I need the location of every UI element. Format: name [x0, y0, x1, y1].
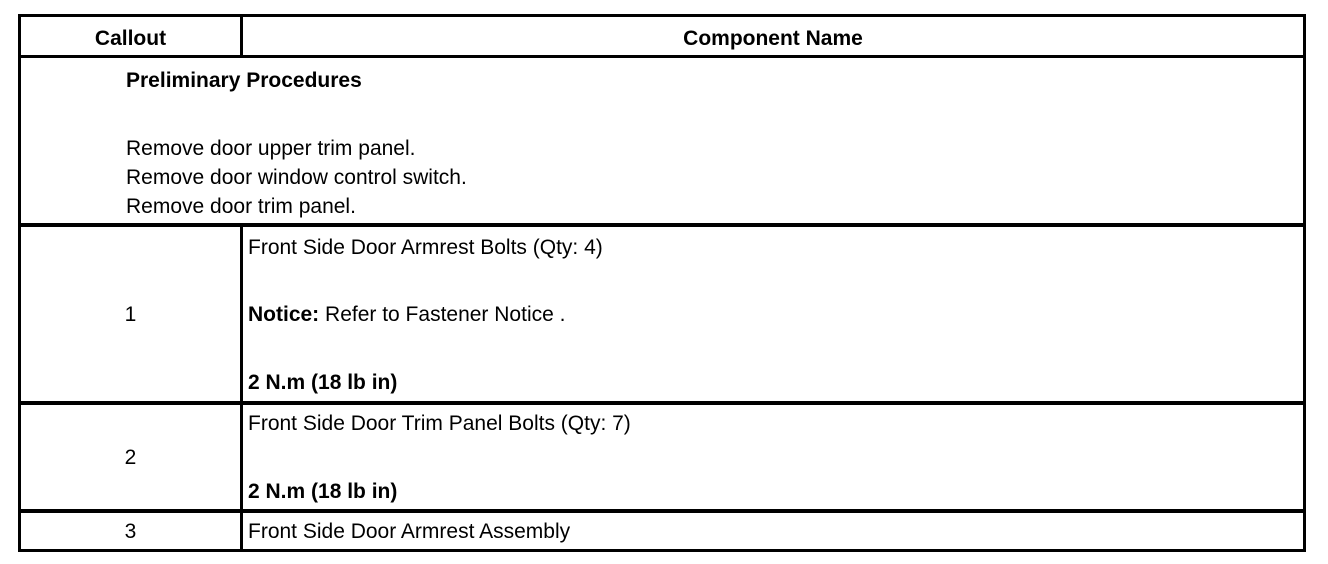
header-callout: Callout: [94, 27, 167, 50]
row-2-component-name: Front Side Door Trim Panel Bolts (Qty: 7): [248, 412, 631, 435]
header-component-name: Component Name: [683, 27, 863, 50]
notice-text: Refer to Fastener Notice .: [319, 303, 566, 326]
row-3-component-name: Front Side Door Armrest Assembly: [248, 520, 571, 543]
row-1-rule: [21, 401, 1303, 405]
preliminary-title: Preliminary Procedures: [126, 69, 362, 92]
row-2-rule: [21, 509, 1303, 513]
row-1-notice: [248, 301, 565, 329]
notice-label: Notice:: [248, 303, 320, 326]
header-divider: [240, 17, 243, 57]
preliminary-rule: [21, 223, 1303, 227]
row-1-torque: 2 N.m (18 lb in): [248, 371, 398, 394]
row-2-callout: 2: [124, 446, 137, 469]
preliminary-step: Remove door trim panel.: [126, 195, 356, 218]
row-1-component-name: Front Side Door Armrest Bolts (Qty: 4): [248, 236, 603, 259]
row-3-divider: [240, 512, 243, 552]
row-2-torque: 2 N.m (18 lb in): [248, 480, 398, 503]
row-1-callout: 1: [124, 303, 137, 326]
row-3-callout: 3: [124, 520, 137, 543]
component-table: [18, 14, 1306, 552]
preliminary-step: Remove door upper trim panel.: [126, 137, 416, 160]
row-1-divider: [240, 226, 243, 404]
header-rule: [21, 55, 1303, 58]
preliminary-step: Remove door window control switch.: [126, 166, 467, 189]
row-2-divider: [240, 404, 243, 512]
